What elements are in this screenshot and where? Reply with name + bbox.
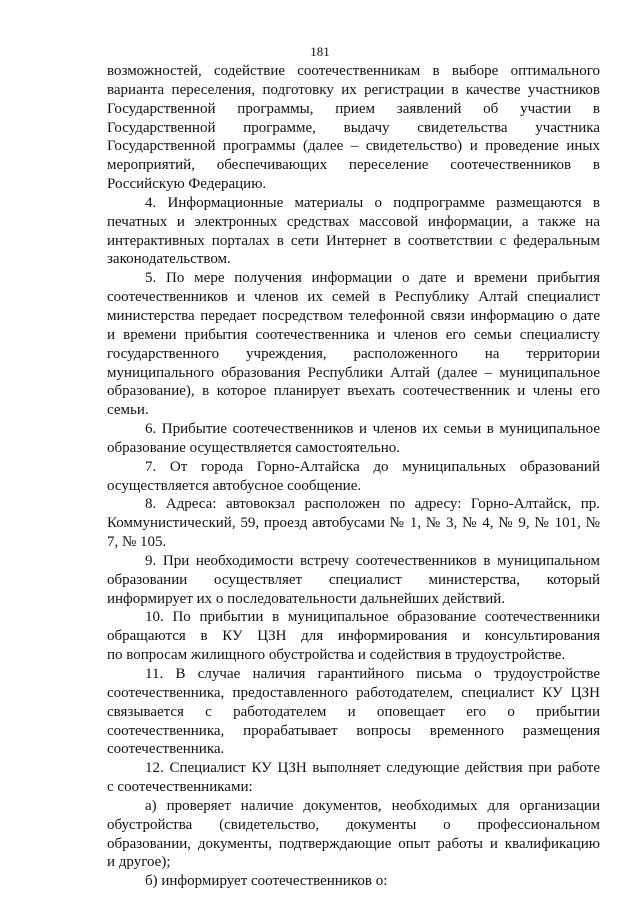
document-body [107,62,600,891]
text-line: 8. Адреса: автовокзал расположен по адресу: Горно-Алтайск, пр. [145,496,600,513]
text-line: с соотечественниками: [107,779,253,796]
text-line: 11. В случае наличия гарантийного письма о трудоустройстве [145,666,600,682]
text-line: 6. Прибытие соотечественников и членов их семьи в муниципальное [145,421,600,438]
text-line: варианта переселения, подготовку их регистрации в качестве участников [107,81,600,98]
text-line: 12. Специалист КУ ЦЗН выполняет следующие действия при работе [145,760,600,777]
text-line: 9. При необходимости встречу соотечественников в муниципальном [145,552,600,569]
text-line: соотечественников и членов их семей в Республику Алтай специалист [107,289,600,306]
text-line: образование), в которое планирует въехать соотечественник и члены его [107,383,600,400]
text-line: Государственной программы (далее – свидетельство) и проведение иных [107,138,600,155]
text-line: б) информирует соотечественников о: [145,873,388,890]
text-line: осуществляется автобусное сообщение. [107,477,362,494]
text-line: 7, № 105. [107,534,167,551]
text-line: возможностей, содействие соотечественникам в выборе оптимального [107,63,600,79]
text-line: министерства передает посредством телефонной связи информацию о дате [107,307,600,324]
text-line: печатных и электронных средствах массовой информации, а также на [107,213,600,230]
text-line: обустройства (свидетельство, документы о профессиональном [107,816,600,833]
text-line: образовании осуществляет специалист министерства, который [107,571,600,588]
text-line: образование осуществляется самостоятельно. [107,439,401,456]
text-line: семьи. [107,402,149,419]
text-line: законодательством. [107,251,231,268]
text-line: 4. Информационные материалы о подпрограмме размещаются в [145,194,600,211]
text-line: обращаются в КУ ЦЗН для информирования и консультирования [107,628,600,645]
text-line: по вопросам жилищного обустройства и содействия в трудоустройстве. [107,647,566,664]
page-number: 181 [310,44,330,59]
text-line: соотечественника. [107,741,225,758]
text-line: государственного учреждения, расположенного на территории [107,345,600,362]
text-line: соотечественника, прорабатывает вопросы временного размещения [107,722,600,739]
text-line: информирует их о последовательности дальнейших действий. [107,590,506,607]
text-line: и другое); [107,854,171,871]
text-line: муниципального образования Республики Алтай (далее – муниципальное [107,364,600,381]
text-line: 10. По прибытии в муниципальное образование соотечественники [145,609,600,626]
text-line: мероприятий, обеспечивающих переселение соотечественников в [107,157,600,174]
text-line: связывается с работодателем и оповещает его о прибытии [107,703,600,720]
text-line: соотечественника, предоставленного работодателем, специалист КУ ЦЗН [107,684,600,701]
text-line: образовании, документы, подтверждающие опыт работы и квалификацию [107,835,600,852]
text-line: 5. По мере получения информации о дате и времени прибытия [145,270,600,287]
text-line: и времени прибытия соотечественника и членов его семьи специалисту [107,326,600,343]
text-line: Коммунистический, 59, проезд автобусами № 1, № 3, № 4, № 9, № 101, № [107,515,600,532]
text-line: 7. От города Горно-Алтайска до муниципальных образований [145,458,600,475]
text-line: Государственной программе, выдачу свидетельства участника [107,119,600,136]
text-line: интерактивных порталах в сети Интернет в соответствии с федеральным [107,232,600,249]
text-line: Государственной программы, прием заявлений об участии в [107,100,600,117]
text-line: Российскую Федерацию. [107,176,267,193]
text-line: а) проверяет наличие документов, необходимых для организации [145,797,600,814]
